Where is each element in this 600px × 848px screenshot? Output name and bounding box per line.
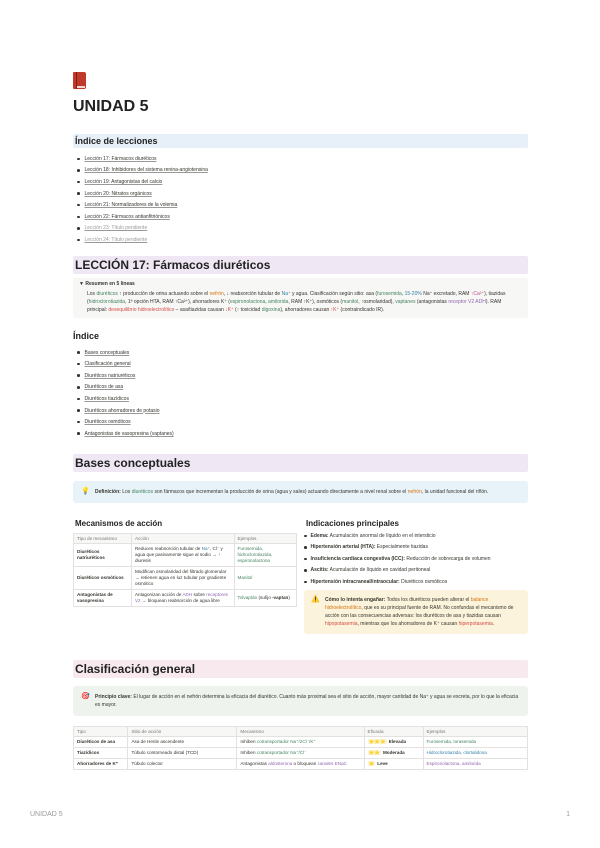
table-cell: Tiazídicos [74,748,128,759]
table-cell: Espironolactona, amilorida [423,759,527,770]
table-cell: Reducen reabsorción tubular de Na⁺, Cl⁻ y agua que pasivamente sigue al sodio → ↑ diuresis [131,543,234,566]
list-item: Ascitis: Acumulación de líquido en cavidad peritoneal [304,567,528,574]
table-header: Sitio de acción [128,727,237,737]
table-cell: Antagonistas aldosterona o bloquean canales ENaC [237,759,364,770]
table-header: Acción [131,533,234,543]
indice-link[interactable]: Diuréticos osmóticos [77,416,528,428]
table-cell: ⭐ Leve [364,759,423,770]
table-cell: Manitol [234,566,296,589]
lesson-link[interactable]: Lección 17: Fármacos diuréticos [77,153,528,165]
table-cell: Ahorradores de K⁺ [74,759,128,770]
indice-link[interactable]: Diuréticos de asa [77,382,528,394]
book-icon [73,72,86,89]
table-cell: Modifican osmolaridad del filtrado glomerular → retienen agua en luz tubular por gradiente osmótico [131,566,234,589]
indicaciones-list [304,533,528,586]
page [73,72,528,770]
warning-icon: ⚠️ [311,596,320,603]
indice-link[interactable]: Antagonistas de vasopresina (vaptanes) [77,428,528,440]
table-header: Ejemplos [234,533,296,543]
mecanismos-table [73,533,297,607]
table-cell: Furosemida, torasemida [423,737,527,748]
table-header: Mecanismo [237,727,364,737]
table-cell: Diuréticos de asa [74,737,128,748]
indice-list [77,347,528,440]
table-row [74,737,528,748]
indice-link[interactable]: Bases conceptuales [77,347,528,359]
table-cell: Furosemida, hidroclorotiazida, espironolactona [234,543,296,566]
table-row [74,543,297,566]
table-cell: Diuréticos natriuréticos [74,543,132,566]
list-item: Edema: Acumulación anormal de líquido en el intersticio [304,533,528,540]
star-rating: ⭐⭐ [368,750,380,755]
table-cell: Inhiben cotransportador Na⁺/2Cl⁻/K⁺ [237,737,364,748]
lesson-link[interactable]: Lección 18: Inhibidores del sistema renina-angiotensina [77,165,528,177]
table-cell: Tolvaptán (sufijo -vaptan) [234,589,296,606]
lesson-link[interactable]: Lección 20: Nitratos orgánicos [77,188,528,200]
list-item: Insuficiencia cardíaca congestiva (ICC): Reducción de sobrecarga de volumen [304,556,528,563]
table-cell: Asa de Henle ascendente [128,737,237,748]
clasificacion-table [73,726,528,770]
table-header: Tipo de mecanismo [74,533,132,543]
indicaciones-heading: Indicaciones principales [306,518,399,528]
mecanismos-column [73,518,297,635]
footer-page-number: 1 [566,811,570,818]
warning-callout [304,590,528,634]
mecanismos-heading: Mecanismos de acción [75,518,163,528]
table-header: Ejemplos [423,727,527,737]
table-cell: Túbulo contorneado distal (TCD) [128,748,237,759]
lesson-link[interactable]: Lección 23: Título pendiente [77,223,528,235]
list-item: Hipertensión arterial (HTA): Especialmente tiazidas [304,544,528,551]
indicaciones-column [304,518,528,635]
lightbulb-icon: 💡 [81,487,90,495]
table-cell: Antagonizan acción de ADH sobre receptores V2 → bloquean reabsorción de agua libre [131,589,234,606]
table-cell: Túbulo colector [128,759,237,770]
table-row [74,748,528,759]
footer-left: UNIDAD 5 [30,811,63,818]
list-item: Hipertensión intracraneal/intraocular: Diuréticos osmóticos [304,579,528,586]
table-row [74,759,528,770]
lesson-link[interactable]: Lección 21: Normalizadores de la volemia [77,199,528,211]
star-rating: ⭐ [368,761,375,766]
table-cell: Antagonistas de vasopresina [74,589,132,606]
indice-link[interactable]: Diuréticos ahorradores de potasio [77,405,528,417]
summary-toggle-block[interactable] [73,278,528,318]
lesson-title: LECCIÓN 17: Fármacos diuréticos [73,256,528,274]
table-cell: Diuréticos osmóticos [74,566,132,589]
table-row [74,566,297,589]
tip-text: Principio clave: El lugar de acción en el nefrón determina la eficacia del diurético. Cuanto más proximal sea el sitio de acción, mayor cantidad de Na⁺ y agua se excreta, por lo que la eficacia es mayor. [95,694,519,708]
table-header: Eficacia [364,727,423,737]
tip-callout [73,686,528,716]
target-icon: 🎯 [81,693,90,700]
table-cell: ⭐⭐ Moderada [364,748,423,759]
star-rating: ⭐⭐⭐ [368,739,386,744]
definition-text: Definición: Los diuréticos son fármacos que incrementan la producción de orina (agua y sales) actuando directamente a nivel renal sobre el nefrón, la unidad funcional del riñón. [95,488,489,495]
table-cell: Inhiben cotransportador Na⁺/Cl⁻ [237,748,364,759]
definition-callout [73,481,528,503]
lessons-list [77,153,528,246]
indice-heading: Índice [73,330,100,341]
summary-text: Los diuréticos ↑ producción de orina actuando sobre el nefrón, ↓ reabsorción tubular de Na⁺ y agua. Clasificación según sitio: asa (furosemida, 15-20% Na⁺ excretado, RAM ↑Ca²⁺), tiazidas (hidroclorotiazida, 1ª opción HTA, RAM ↑Ca²⁺), ahorradores K⁺ (espironolactona, amilorida, RAM ↑K⁺), osmóticos (manitol, ↑osmolaridad), vaptanes (antagonistas receptor V2 ADH). RAM principal: desequilibrio hidroelectrolítico – asa/tiazidas causan ↓K⁺ (↑ toxicidad digoxina), ahorradores causan ↑K⁺ (contraindicado IR). [87,290,506,313]
lesson-link[interactable]: Lección 24: Título pendiente [77,234,528,246]
two-column-section [73,518,528,635]
indice-link[interactable]: Clasificación general [77,358,528,370]
table-cell: ⭐⭐⭐ Elevada [364,737,423,748]
indice-link[interactable]: Diuréticos natriuréticos [77,370,528,382]
table-header: Tipo [74,727,128,737]
lessons-index-heading: Índice de lecciones [73,134,528,148]
table-cell: Hidroclorotiazida, clortalidona [423,748,527,759]
warning-text: Cómo lo intenta engañar: Todos los diuréticos pueden alterar el balance hidroelectrolítico, que es su principal fuente de RAM. No confundas el mecanismo de acción con las consecuencias adversas: los diuréticos de asa y tiazidas causan hipopotasemia, mientras que los ahorradores de K⁺ causan hiperpotasemia. [325,597,514,627]
bases-heading: Bases conceptuales [73,454,528,472]
clasificacion-heading: Clasificación general [73,660,528,678]
page-title: UNIDAD 5 [73,98,149,115]
summary-toggle[interactable]: ▼ Resumen en 5 líneas [79,280,135,287]
table-header-row [74,727,528,737]
table-row [74,589,297,606]
table-header-row [74,533,297,543]
lesson-link[interactable]: Lección 19: Antagonistas del calcio [77,176,528,188]
indice-link[interactable]: Diuréticos tiazídicos [77,393,528,405]
lesson-link[interactable]: Lección 22: Fármacos antianfitriónicos [77,211,528,223]
